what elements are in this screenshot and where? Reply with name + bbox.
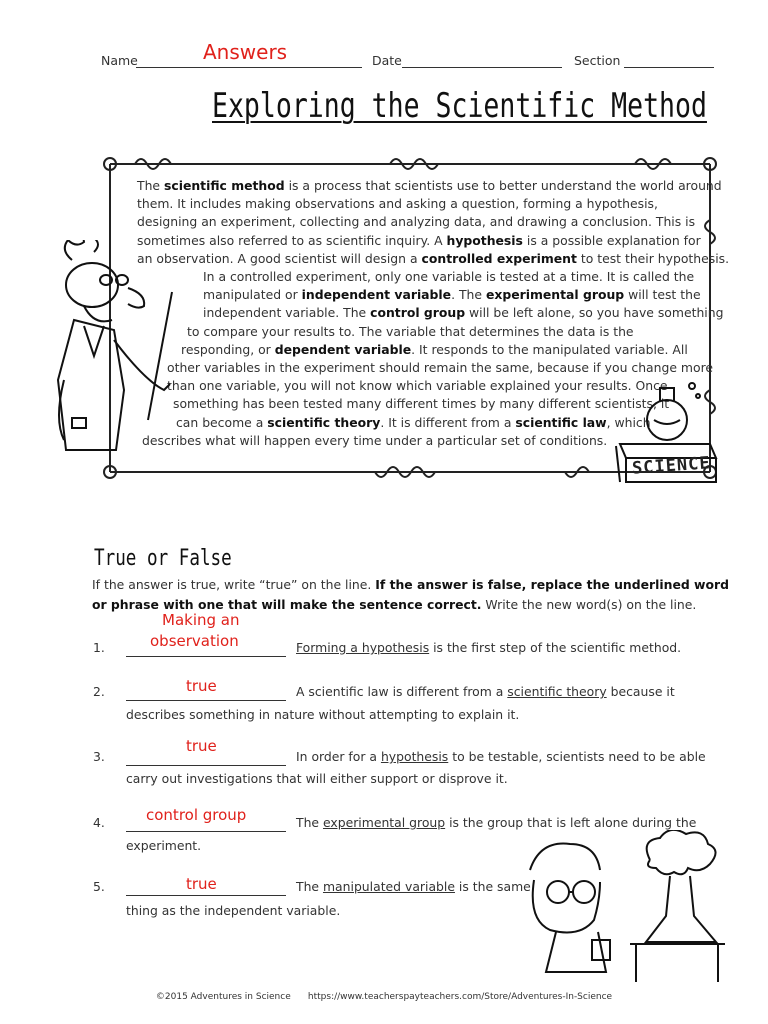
- question-number: 5.: [93, 879, 105, 894]
- intro-line: an observation. A good scientist will design a controlled experiment to test their hypothesis.: [137, 250, 730, 266]
- question-number: 4.: [93, 815, 105, 830]
- intro-line: them. It includes making observations and asking a question, forming a hypothesis,: [137, 196, 658, 212]
- question-4-text: The experimental group is the group that is left alone during the: [296, 815, 697, 830]
- name-answer: Answers: [203, 40, 288, 64]
- key-term: control group: [370, 305, 466, 321]
- question-2-text-line2: describes something in nature without attempting to explain it.: [126, 707, 520, 722]
- question-2-text: A scientific law is different from a scientific theory because it: [296, 684, 675, 699]
- book-label: SCIENCE: [631, 453, 712, 479]
- answer-3: true: [186, 737, 217, 755]
- true-false-heading: True or False: [94, 546, 232, 571]
- date-label: Date: [372, 53, 402, 68]
- section-label: Section: [574, 53, 621, 68]
- question-3-text-line2: carry out investigations that will either support or disprove it.: [126, 771, 508, 786]
- instructions-line-1: If the answer is true, write “true” on the line. If the answer is false, replace the underlined word: [92, 577, 729, 592]
- key-term: controlled experiment: [421, 250, 577, 266]
- answer-1-line1: Making an: [162, 611, 240, 629]
- key-term: experimental group: [485, 287, 625, 303]
- key-term: scientific method: [163, 178, 285, 193]
- question-5-text-line2: thing as the independent variable.: [126, 903, 341, 918]
- question-4-text-line2: experiment.: [126, 838, 202, 853]
- question-1-text: Forming a hypothesis is the first step of the scientific method.: [296, 640, 682, 655]
- page-title: Exploring the Scientific Method: [212, 86, 707, 126]
- intro-line: sometimes also referred to as scientific inquiry. A hypothesis is a possible explanation for: [137, 232, 701, 248]
- answer-2: true: [186, 677, 217, 695]
- answer-4: control group: [146, 806, 247, 824]
- key-term: independent variable: [301, 287, 452, 303]
- intro-line: can become a scientific theory. It is different from a scientific law, which: [176, 414, 651, 430]
- intro-line: than one variable, you will not know which variable explained your results. Once: [167, 378, 668, 394]
- key-term: scientific law: [515, 414, 607, 430]
- key-term: dependent variable: [274, 341, 412, 357]
- date-field[interactable]: [402, 53, 562, 68]
- section-field[interactable]: [624, 53, 714, 68]
- scientist-illustration: [44, 240, 179, 470]
- question-number: 2.: [93, 684, 105, 699]
- intro-line: responding, or dependent variable. It responds to the manipulated variable. All: [181, 341, 688, 357]
- question-number: 1.: [93, 640, 105, 655]
- answer-1-line2: observation: [150, 632, 239, 650]
- intro-line: independent variable. The control group will be left alone, so you have something: [203, 305, 724, 321]
- intro-line: The scientific method is a process that scientists use to better understand the world around: [137, 178, 722, 193]
- key-term: scientific theory: [267, 414, 381, 430]
- instructions-line-2: or phrase with one that will make the sentence correct. Write the new word(s) on the line.: [92, 597, 697, 612]
- intro-line: describes what will happen every time under a particular set of conditions.: [142, 432, 608, 448]
- intro-line: other variables in the experiment should remain the same, because if you change more: [167, 360, 714, 375]
- footer-credit: ©2015 Adventures in Science https://www.teacherspayteachers.com/Store/Adventures-In-Science: [155, 992, 613, 1002]
- key-term: hypothesis: [446, 232, 523, 248]
- intro-line: to compare your results to. The variable that determines the data is the: [187, 323, 634, 339]
- answer-5: true: [186, 875, 217, 893]
- kid-volcano-illustration: [520, 830, 730, 990]
- intro-line: In a controlled experiment, only one variable is tested at a time. It is called the: [203, 269, 695, 284]
- question-5-text: The manipulated variable is the same: [296, 879, 531, 894]
- intro-line: designing an experiment, collecting and analyzing data, and drawing a conclusion. This is: [137, 214, 696, 230]
- intro-line: something has been tested many different times by many different scientists, it: [173, 396, 670, 412]
- question-3-text: In order for a hypothesis to be testable, scientists need to be able: [296, 749, 706, 764]
- question-number: 3.: [93, 749, 105, 764]
- intro-line: manipulated or independent variable. The experimental group will test the: [203, 287, 701, 303]
- name-label: Name: [101, 53, 138, 68]
